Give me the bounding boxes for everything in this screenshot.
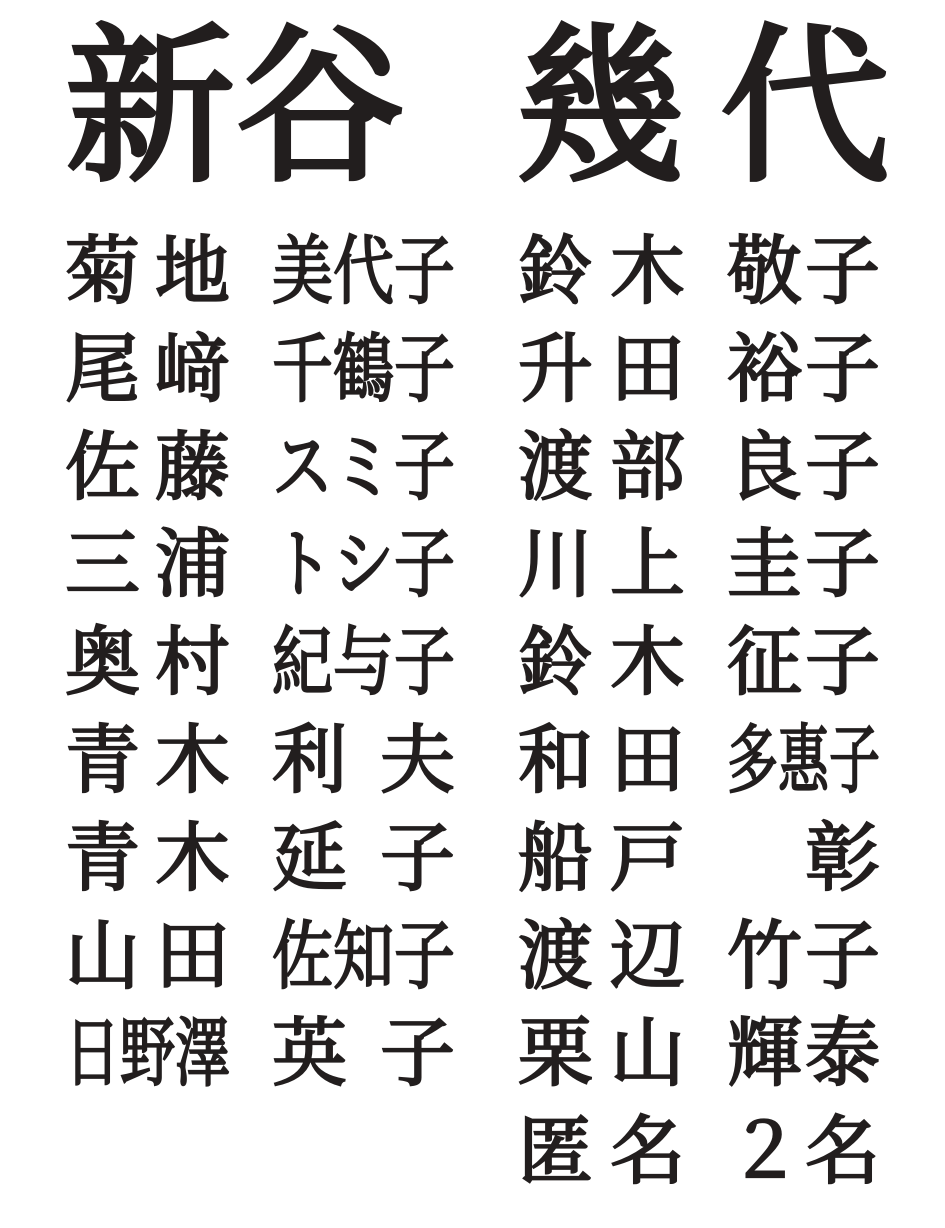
surname-text: 三 浦 <box>65 520 230 609</box>
name-row <box>65 422 455 526</box>
name-row <box>65 324 455 428</box>
given-name-text: 佐 知 子 <box>272 911 455 1000</box>
given-name-text: 紀 与 子 <box>272 618 455 707</box>
given-name-text: 裕 子 <box>727 324 880 413</box>
main-given-name: 幾 代 <box>515 7 890 207</box>
given-name-text: 竹 子 <box>727 911 880 1000</box>
name-row <box>518 520 880 623</box>
surname-text: 青 木 <box>65 715 230 804</box>
names-grid <box>0 227 945 1210</box>
given-name-text: 圭 子 <box>727 520 880 609</box>
surname-text: 升 田 <box>518 324 685 413</box>
surname-text: 鈴 木 <box>518 618 685 707</box>
surname-text: 栗 山 <box>518 1009 685 1098</box>
surname-text: 渡 部 <box>518 422 685 511</box>
name-row <box>518 422 880 526</box>
surname-text: 日 野 澤 <box>65 1009 230 1098</box>
name-row <box>518 324 880 428</box>
given-name-text: 良 子 <box>727 422 880 511</box>
surname-text: 奥 村 <box>65 618 230 707</box>
name-row <box>518 911 880 1015</box>
surname-text: 匿 名 <box>518 1107 685 1196</box>
given-name-text: 多 惠 子 <box>727 715 880 804</box>
surname-text: 尾 﨑 <box>65 324 230 413</box>
name-row <box>65 1009 455 1112</box>
name-row <box>65 715 455 819</box>
name-row <box>65 227 455 330</box>
name-row <box>65 911 455 1015</box>
surname-text: 和 田 <box>518 715 685 804</box>
given-name-text: 延 子 <box>272 813 455 902</box>
surname-text: 船 戸 <box>518 813 685 902</box>
name-row <box>65 520 455 623</box>
given-name-text: 美 代 子 <box>272 227 455 315</box>
surname-text: 川 上 <box>518 520 685 609</box>
main-name-row <box>0 0 945 206</box>
name-column-left <box>65 227 455 1210</box>
given-name-text: 利 夫 <box>272 715 455 804</box>
given-name-text: 彰 <box>804 813 880 902</box>
surname-text: 佐 藤 <box>65 422 230 511</box>
name-row <box>518 227 880 330</box>
surname-text: 山 田 <box>65 911 230 1000</box>
surname-text: 鈴 木 <box>518 227 685 315</box>
given-name-text: 英 子 <box>272 1009 455 1098</box>
given-name-text: ト シ 子 <box>272 520 455 609</box>
name-row <box>518 1009 880 1112</box>
name-row <box>518 618 880 721</box>
name-row <box>518 813 880 917</box>
name-row <box>65 813 455 917</box>
surname-text: 菊 地 <box>65 227 230 315</box>
given-name-text: ス ミ 子 <box>272 422 455 511</box>
name-row <box>518 715 880 819</box>
given-name-text: 征 子 <box>727 618 880 707</box>
surname-text: 渡 辺 <box>518 911 685 1000</box>
given-name-text: ２ 名 <box>727 1107 880 1196</box>
name-row <box>518 1107 880 1210</box>
given-name-text: 輝 泰 <box>727 1009 880 1098</box>
given-name-text: 千 鶴 子 <box>272 324 455 413</box>
main-surname: 新 谷 <box>65 7 406 207</box>
title-gap-spacer <box>405 14 515 24</box>
name-row <box>65 618 455 721</box>
surname-text: 青 木 <box>65 813 230 902</box>
given-name-text: 敬 子 <box>727 227 880 315</box>
name-column-right <box>518 227 880 1210</box>
